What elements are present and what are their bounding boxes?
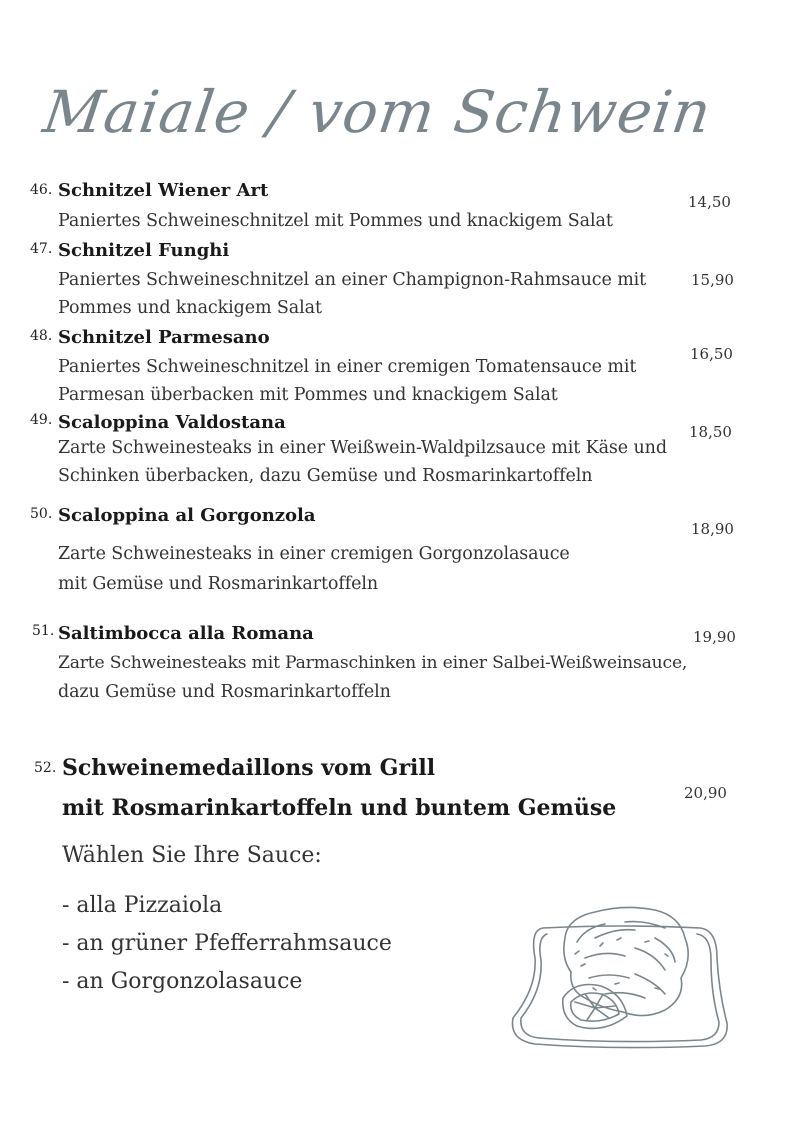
item-description: Zarte Schweinesteaks mit Parmaschinken in einer Salbei-Weißweinsauce, [58,653,688,673]
item-name: Scaloppina Valdostana [58,412,286,433]
item-description: Pommes und knackigem Salat [58,298,322,318]
schnitzel-illustration-icon [505,898,735,1053]
sauce-option: - alla Pizzaiola [62,893,223,918]
item-description: Zarte Schweinesteaks in einer cremigen Gorgonzolasauce [58,544,570,564]
item-description: Parmesan überbacken mit Pommes und knackigem Salat [58,385,558,405]
item-price: 19,90 [693,628,736,646]
item-number: 46. [30,182,53,198]
item-name-line2: mit Rosmarinkartoffeln und buntem Gemüse [62,795,617,821]
item-description: Paniertes Schweineschnitzel an einer Champignon-Rahmsauce mit [58,270,647,290]
item-description: Paniertes Schweineschnitzel mit Pommes und knackigem Salat [58,211,613,231]
item-description: Paniertes Schweineschnitzel in einer cremigen Tomatensauce mit [58,357,637,377]
item-description: Schinken überbacken, dazu Gemüse und Rosmarinkartoffeln [58,466,593,486]
item-name: Scaloppina al Gorgonzola [58,505,316,526]
item-description: mit Gemüse und Rosmarinkartoffeln [58,574,378,594]
item-name: Schnitzel Wiener Art [58,180,269,201]
item-name: Schnitzel Parmesano [58,327,270,348]
page-title: Maiale / vom Schwein [39,78,716,146]
item-price: 15,90 [691,271,734,289]
sauce-prompt: Wählen Sie Ihre Sauce: [62,843,322,868]
item-price: 20,90 [684,784,727,802]
item-name: Schweinemedaillons vom Grill [62,755,436,781]
item-number: 50. [30,506,53,522]
item-price: 16,50 [690,345,733,363]
item-price: 18,50 [689,423,732,441]
item-number: 52. [34,760,57,776]
item-description: Zarte Schweinesteaks in einer Weißwein-Waldpilzsauce mit Käse und [58,438,667,458]
item-price: 14,50 [688,193,731,211]
item-number: 48. [30,328,53,344]
item-name: Schnitzel Funghi [58,240,230,261]
sauce-option: - an grüner Pfefferrahmsauce [62,931,392,956]
item-number: 47. [30,241,53,257]
item-number: 49. [30,412,53,428]
item-name: Saltimbocca alla Romana [58,623,314,644]
sauce-option: - an Gorgonzolasauce [62,969,303,994]
item-number: 51. [32,623,55,639]
item-description: dazu Gemüse und Rosmarinkartoffeln [58,682,391,702]
item-price: 18,90 [691,520,734,538]
